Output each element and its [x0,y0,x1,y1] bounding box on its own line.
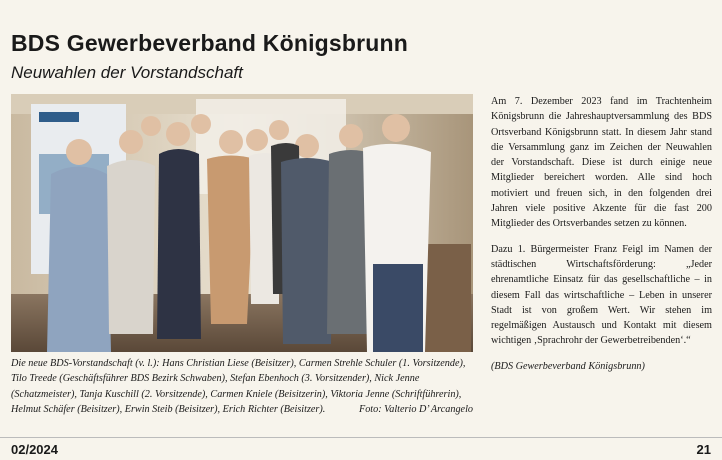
article-source: (BDS Gewerbeverband Königsbrunn) [491,360,645,372]
article-title: BDS Gewerbeverband Königsbrunn [11,30,409,56]
photo-credit: Foto: Valterio D’ Arcangelo [358,403,473,415]
article-paragraph-2: Dazu 1. Bürgermeister Franz Feigl im Namen der städtischen Wirtschaftsförderung: „Jeder ehrenamtliche Einsatz für das gesellschaftliche – in diesem Fall das wirtschaftliche – Leben in unserer Stadt ist von großem Wert. Wir stehen im regelmäßigen Austausch und Kontakt mit diesem wichtigen ‚Sprachrohr der Gewerbetreibenden‘.“ [491,243,712,347]
group-photo [11,94,473,352]
article-body [491,94,712,384]
caption-text: Die neue BDS-Vorstandschaft (v. l.): Hans Christian Liese (Beisitzer), Carmen Strehle Schuler (1. Vorsitzende), Tilo Treede (Geschäftsführer BDS Bezirk Schwaben), Stefan Ebenhoch (3. Vorsitzender), Nick Jenne (Schatzmeister), Tanja Kuschill (2. Vorsitzende), Carmen Kniele (Beisitzerin), Viktoria Jenne (Schriftführerin), Helmut Schäfer (Beisitzer), Erwin Steib (Beisitzer), Erich Richter (Beisitzer). [11,358,466,415]
article-paragraph-1: Am 7. Dezember 2023 fand im Trachtenheim Königsbrunn die Jahreshauptversammlung des BDS Ortsverband Königsbrunn statt. In diesem Jahr stand die Versammlung ganz im Zeichen der Neuwahlen der Vorstandschaft. Diese ist durch einige neue Mitglieder bereichert worden. Alle sind hoch motiviert und freuen sich, in den folgenden drei Jahren viele positive Akzente für die fast 200 Mitglieder des Ortsverbandes setzen zu können. [491,96,712,230]
article-subtitle: Neuwahlen der Vorstandschaft [11,63,243,82]
issue-number: 02/2024 [11,442,58,457]
page-number: 21 [696,442,711,457]
photo-caption [11,356,473,417]
group-photo-illustration [11,94,473,352]
footer-divider [0,437,722,438]
